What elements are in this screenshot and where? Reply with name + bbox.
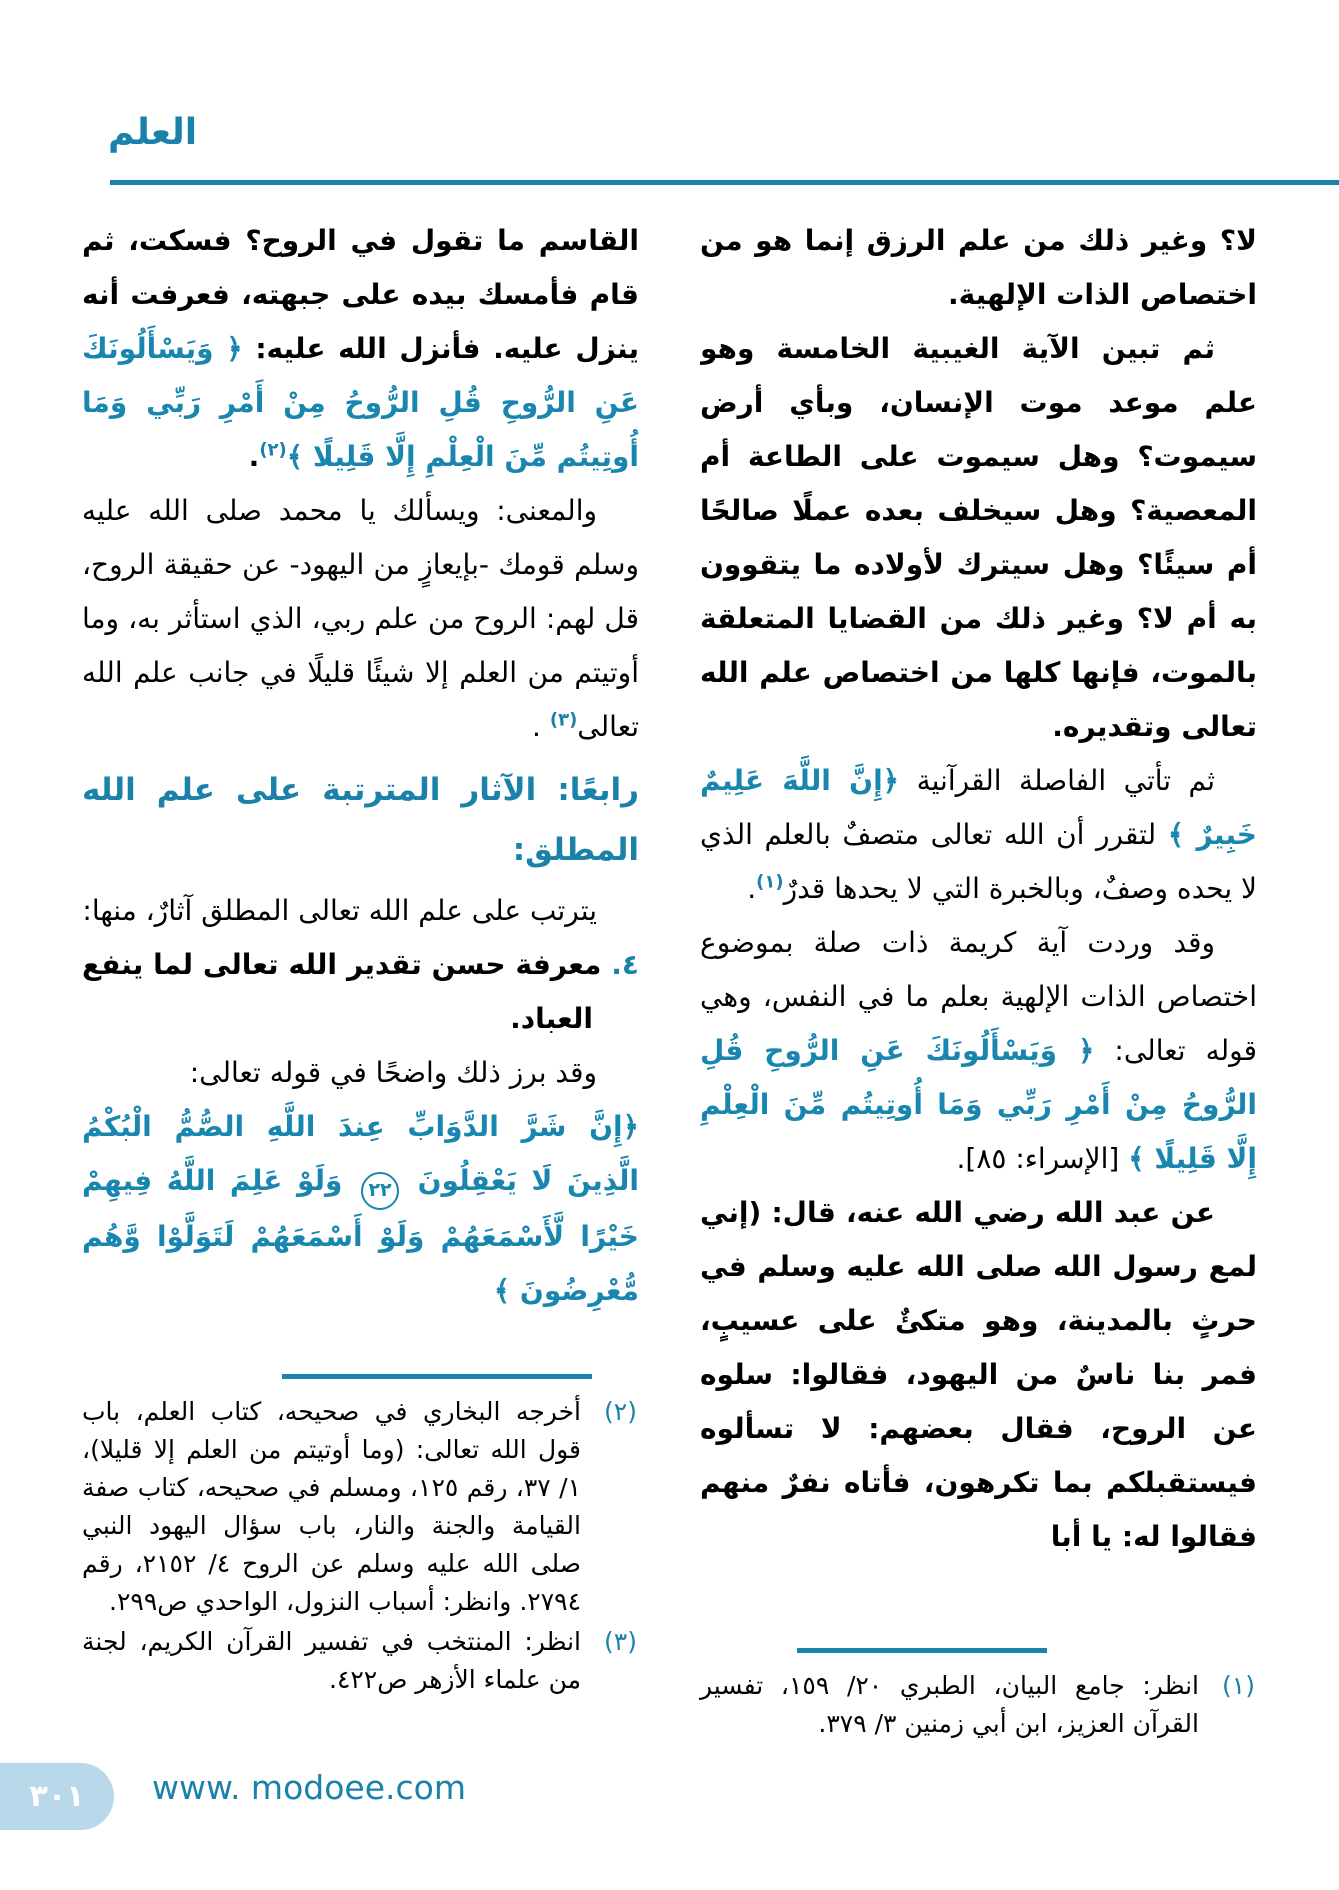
text-run: معرفة حسن تقدير الله تعالى لما ينفع العباد. (82, 948, 602, 1035)
footnote-number: (١) (1222, 1671, 1255, 1700)
quran-verse: ﴿ وَيَسْأَلُونَكَ عَنِ الرُّوحِ قُلِ الرُّوحُ مِنْ أَمْرِ رَبِّي وَمَا أُوتِيتُم مِّنَ الْعِلْمِ إِلَّا قَلِيلًا ﴾ (700, 1034, 1257, 1175)
paragraph (82, 938, 639, 1046)
footnotes-left (82, 1374, 639, 1701)
text-run: لتقرر أن الله تعالى متصفٌ بالعلم الذي لا يحده وصفٌ، وبالخبرة التي لا يحدها قدرٌ (700, 818, 1257, 905)
quran-verse: وَلَوْ عَلِمَ اللَّهُ فِيهِمْ خَيْرًا لَّأَسْمَعَهُمْ وَلَوْ أَسْمَعَهُمْ لَتَوَلَّوْا وَّهُم مُّعْرِضُونَ ﴾ (82, 1164, 639, 1307)
list-number: ٤. (601, 948, 639, 981)
footnote-ref: (٣) (549, 709, 578, 731)
footnote (82, 1623, 639, 1699)
footnote-ref: (٢) (259, 439, 287, 461)
text-run: ثم تأتي الفاصلة القرآنية (899, 764, 1215, 797)
footnote (82, 1393, 639, 1621)
text-run: . (747, 872, 757, 905)
site-url[interactable]: www. modoee.com (152, 1768, 466, 1807)
text-run: رابعًا: الآثار المترتبة على علم الله المطلق: (82, 772, 639, 868)
text-run: يترتب على علم الله تعالى المطلق آثارٌ، منها: (82, 894, 597, 927)
footnotes-right (700, 1648, 1257, 1745)
text-run: والمعنى: ويسألك يا محمد صلى الله عليه وسلم قومك -بإيعازٍ من اليهود- عن حقيقة الروح، قل لهم: الروح من علم ربي، الذي استأثر به، وما أوتيتم من العلم إلا شيئًا قليلًا في جانب علم الله تعالى (82, 494, 639, 743)
footnote-text: انظر: المنتخب في تفسير القرآن الكريم، لجنة من علماء الأزهر ص٤٢٢. (82, 1627, 581, 1694)
page-number-badge: ٣٠١ (0, 1763, 114, 1830)
paragraph (700, 916, 1257, 1186)
paragraph (700, 214, 1257, 322)
quran-verse: ﴿إِنَّ اللَّهَ عَلِيمٌ خَبِيرٌ ﴾ (700, 764, 1257, 851)
section-heading (82, 760, 639, 880)
header-rule (110, 180, 1339, 185)
footnote-number: (٢) (604, 1397, 637, 1426)
paragraph (82, 884, 639, 938)
page-header-title: العلم (108, 112, 198, 153)
footnote-text: انظر: جامع البيان، الطبري ٢٠/ ١٥٩، تفسير القرآن العزيز، ابن أبي زمنين ٣/ ٣٧٩. (700, 1671, 1199, 1738)
text-run: ثم تبين الآية الغيبية الخامسة وهو علم موعد موت الإنسان، وبأي أرض سيموت؟ وهل سيموت على الطاعة أم المعصية؟ وهل سيخلف بعده عملًا صالحًا أم سيئًا؟ وهل سيترك لأولاده ما يتقوون به أم لا؟ وغير ذلك من القضايا المتعلقة بالموت، فإنها كلها من اختصاص علم الله تعالى وتقديره. (700, 332, 1257, 743)
paragraph (82, 1046, 639, 1100)
paragraph (700, 322, 1257, 754)
text-run: [الإسراء: ٨٥]. (956, 1142, 1129, 1175)
quran-verse: ﴿ وَيَسْأَلُونَكَ عَنِ الرُّوحِ قُلِ الرُّوحُ مِنْ أَمْرِ رَبِّي وَمَا أُوتِيتُم مِّنَ الْعِلْمِ إِلَّا قَلِيلًا ﴾ (82, 332, 639, 473)
text-run: . (248, 440, 260, 473)
footnote-separator (797, 1648, 1047, 1653)
paragraph (82, 484, 639, 754)
text-run: القاسم ما تقول في الروح؟ فسكت، ثم قام فأمسك بيده على جبهته، فعرفت أنه ينزل عليه. فأنزل الله عليه: (82, 224, 639, 365)
footnote-separator (282, 1374, 592, 1379)
paragraph (700, 1186, 1257, 1564)
paragraph (700, 754, 1257, 916)
footnote-ref: (١) (756, 871, 784, 893)
text-run: . (532, 710, 550, 743)
quran-verse: ﴿إِنَّ شَرَّ الدَّوَابِّ عِندَ اللَّهِ الصُّمُّ الْبُكْمُ الَّذِينَ لَا يَعْقِلُونَ (82, 1110, 639, 1197)
column-right (700, 214, 1257, 1642)
text-run: عن عبد الله رضي الله عنه، قال: (إني لمع رسول الله صلى الله عليه وسلم في حرثٍ بالمدينة، وهو متكئٌ على عسيبٍ، فمر بنا ناسٌ من اليهود، فقالوا: سلوه عن الروح، فقال بعضهم: لا تسألوه فيستقبلكم بما تكرهون، فأتاه نفرٌ منهم فقالوا له: يا أبا (700, 1196, 1257, 1553)
text-run: وقد وردت آية كريمة ذات صلة بموضوع اختصاص الذات الإلهية بعلم ما في النفس، وهي قوله تعالى: (700, 926, 1257, 1067)
ayah-number-marker: ٢٢ (361, 1172, 399, 1210)
footnote (700, 1667, 1257, 1743)
text-run: وقد برز ذلك واضحًا في قوله تعالى: (189, 1056, 597, 1089)
text-run: لا؟ وغير ذلك من علم الرزق إنما هو من اختصاص الذات الإلهية. (700, 224, 1257, 311)
column-left (82, 214, 639, 1366)
paragraph (82, 1100, 639, 1318)
footnote-number: (٣) (604, 1627, 637, 1656)
footnote-text: أخرجه البخاري في صحيحه، كتاب العلم، باب قول الله تعالى: (وما أوتيتم من العلم إلا قليلا)، ١/ ٣٧، رقم ١٢٥، ومسلم في صحيحه، كتاب صفة القيامة والجنة والنار، باب سؤال اليهود النبي صلى الله عليه وسلم عن الروح ٤/ ٢١٥٢، رقم ٢٧٩٤. وانظر: أسباب النزول، الواحدي ص٢٩٩. (82, 1397, 582, 1616)
paragraph (82, 214, 639, 484)
